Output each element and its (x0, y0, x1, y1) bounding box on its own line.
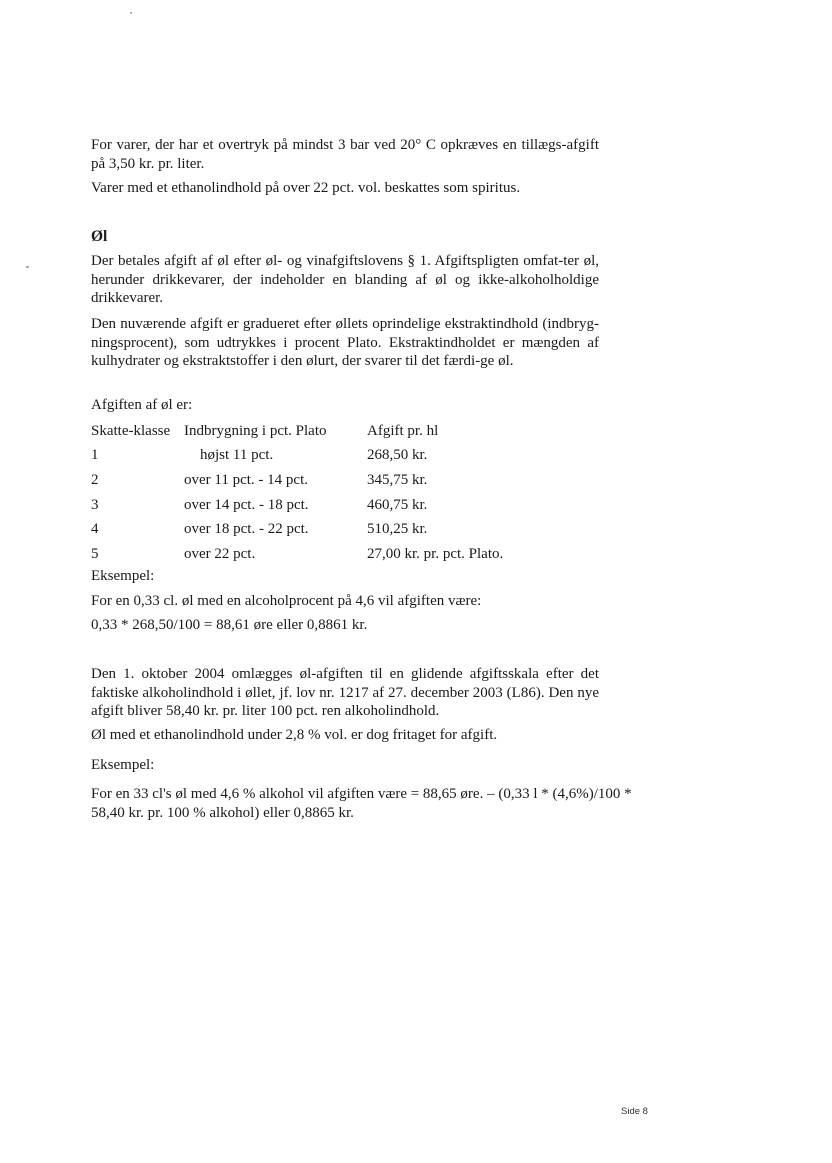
table-header-cell: Afgift pr. hl (367, 422, 439, 439)
tax-table (91, 419, 567, 567)
table-row (91, 517, 567, 542)
table-intro: Afgiften af øl er: (91, 397, 193, 413)
table-header-cell: Indbrygning i pct. Plato (184, 422, 327, 439)
page-number: Side 8 (621, 1106, 648, 1117)
table-row (91, 493, 567, 518)
table-cell: 27,00 kr. pr. pct. Plato. (367, 545, 504, 562)
table-cell: 345,75 kr. (367, 471, 428, 488)
scan-speck (26, 266, 29, 268)
table-cell: højst 11 pct. (200, 447, 274, 464)
section-paragraph-1: Der betales afgift af øl efter øl- og vinafgiftslovens § 1. Afgiftspligten omfat-ter øl, herunder drikkevarer, der indeholder en blanding af øl og ikke-alkoholholdige drikkevarer. (91, 253, 599, 306)
table-row (91, 468, 567, 493)
table-cell: 268,50 kr. (367, 447, 428, 464)
table-row (91, 444, 567, 469)
table-cell: 5 (91, 545, 99, 562)
reform-example-text: For en 33 cl's øl med 4,6 % alkohol vil afgiften være = 88,65 øre. – (0,33 l * (4,6%)/100 * 58,40 kr. pr. 100 % alkohol) eller 0,8865 kr. (91, 786, 632, 821)
table-cell: over 14 pct. - 18 pct. (184, 496, 309, 513)
table-cell: over 18 pct. - 22 pct. (184, 521, 309, 538)
example-line-2: 0,33 * 268,50/100 = 88,61 øre eller 0,8861 kr. (91, 617, 368, 633)
table-cell: 4 (91, 521, 99, 538)
table-cell: 1 (91, 447, 99, 464)
table-row (91, 542, 567, 567)
table-cell: 3 (91, 496, 99, 513)
reform-paragraph-2: Øl med et ethanolindhold under 2,8 % vol. er dog fritaget for afgift. (91, 727, 498, 743)
intro-paragraph-1: For varer, der har et overtryk på mindst 3 bar ved 20° C opkræves en tillægs-afgift på 3,50 kr. pr. liter. (91, 137, 599, 172)
intro-paragraph-2: Varer med et ethanolindhold på over 22 pct. vol. beskattes som spiritus. (91, 180, 521, 196)
example-label: Eksempel: (91, 568, 155, 584)
table-cell: 2 (91, 471, 99, 488)
section-heading: Øl (91, 228, 108, 245)
table-header-cell: Skatte-klasse (91, 422, 171, 439)
reform-paragraph-1: Den 1. oktober 2004 omlægges øl-afgiften til en glidende afgiftsskala efter det faktiske alkoholindhold i øllet, jf. lov nr. 1217 af 27. december 2003 (L86). Den nye afgift bliver 58,40 kr. pr. liter 100 pct. ren alkoholindhold. (91, 666, 599, 719)
table-header-row (91, 419, 567, 444)
scan-speck (130, 12, 132, 14)
table-cell: over 22 pct. (184, 545, 256, 562)
table-cell: 460,75 kr. (367, 496, 428, 513)
reform-example-label: Eksempel: (91, 757, 155, 773)
table-cell: 510,25 kr. (367, 521, 428, 538)
section-paragraph-2: Den nuværende afgift er gradueret efter øllets oprindelige ekstraktindhold (indbryg-ningsprocent), som udtrykkes i procent Plato. Ekstraktindholdet er mængden af kulhydrater og ekstraktstoffer i den ølurt, der svarer til det færdi-ge øl. (91, 316, 599, 369)
table-cell: over 11 pct. - 14 pct. (184, 471, 308, 488)
example-line-1: For en 0,33 cl. øl med en alcoholprocent på 4,6 vil afgiften være: (91, 593, 482, 609)
